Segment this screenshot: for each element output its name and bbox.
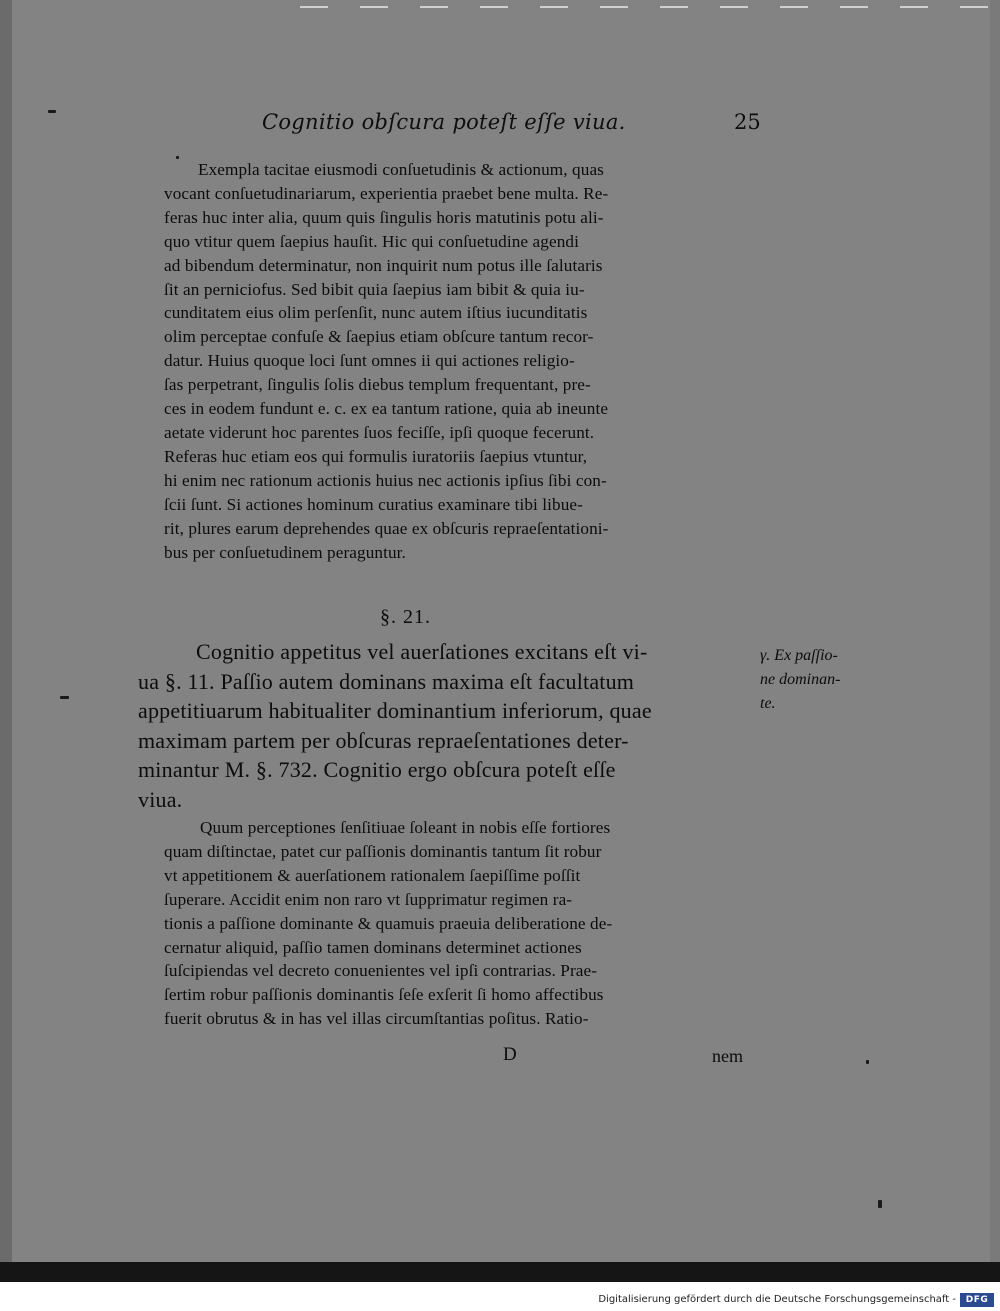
text-line: Referas huc etiam eos qui formulis iuratoriis ſaepius vtuntur, [164, 446, 588, 466]
text-line: ſas perpetrant, ſingulis ſolis diebus templum frequentant, pre- [164, 375, 591, 395]
text-line: minantur M. §. 732. Cognitio ergo obſcura poteſt eſſe [138, 757, 616, 782]
text-line: ces in eodem fundunt e. c. ex ea tantum ratione, quia ab ineunte [164, 399, 609, 419]
text-line: olim perceptae confuſe & ſaepius etiam obſcure tantum recor- [164, 327, 594, 347]
page-edge-right [990, 0, 1000, 1282]
text-line: ua §. 11. Paſſio autem dominans maxima eſt facultatum [138, 668, 635, 694]
section-21-text [138, 637, 758, 814]
paragraph-2 [164, 816, 764, 1031]
margin-note-line: ne dominan- [760, 671, 841, 688]
text-line: ſuperare. Accidit enim non raro vt ſupprimatur regimen ra- [164, 889, 573, 909]
top-edge-dashes [300, 6, 990, 8]
text-line: ſit an perniciofus. Sed bibit quia ſaepius iam bibit & quia iu- [164, 279, 585, 299]
margin-note-line: γ. Ex paſſio- [760, 647, 838, 664]
running-head: Cognitio obſcura poteſt eſſe viua. [262, 110, 626, 134]
scan-speck [878, 1200, 882, 1208]
footer-bar [0, 1290, 1000, 1311]
text-line: quam diſtinctae, patet cur paſſionis dominantis tantum ſit robur [164, 841, 602, 861]
page-number: 25 [734, 110, 761, 134]
text-line: ad bibendum determinatur, non inquirit num potus ille ſalutaris [164, 255, 603, 275]
text-line: vocant conſuetudinariarum, experientia praebet bene multa. Re- [164, 183, 609, 203]
text-line: Exempla tacitae eiusmodi conſuetudinis & actionum, quas [198, 160, 604, 179]
text-line: datur. Huius quoque loci ſunt omnes ii qui actiones religio- [164, 351, 575, 371]
text-line: hi enim nec rationum actionis huius nec actionis ipſius ſibi con- [164, 470, 607, 490]
text-line: viua. [138, 786, 183, 812]
text-line: Cognitio appetitus vel auerſationes excitans eſt vi- [196, 639, 648, 664]
page-edge-left [0, 0, 12, 1282]
text-line: ſcii ſunt. Si actiones hominum curatius examinare tibi libue- [164, 494, 583, 514]
text-line: maximam partem per obſcuras repraeſentationes deter- [138, 727, 629, 753]
text-line: quo vtitur quem ſaepius hauſit. Hic qui conſuetudine agendi [164, 231, 579, 251]
text-line: cunditatem eius olim perſenſit, nunc autem iſtius iucunditatis [164, 303, 588, 323]
dfg-logo: DFG [960, 1293, 994, 1307]
footer-credit: Digitalisierung gefördert durch die Deutsche Forschungsgemeinschaft - [598, 1294, 956, 1305]
scan-speck [866, 1060, 869, 1064]
text-line: appetitiuarum habitualiter dominantium inferiorum, quae [138, 698, 652, 723]
text-line: bus per conſuetudinem peraguntur. [164, 542, 406, 562]
catchword: nem [712, 1046, 743, 1066]
page-bottom-band [0, 1262, 1000, 1282]
text-line: feras huc inter alia, quum quis ſingulis horis matutinis potu ali- [164, 207, 604, 227]
text-line: ſuſcipiendas vel decreto conuenientes vel ipſi contrarias. Prae- [164, 961, 598, 981]
margin-note [760, 644, 840, 716]
signature-mark: D [503, 1044, 517, 1065]
scan-speck [176, 156, 179, 159]
text-line: cernatur aliquid, paſſio tamen dominans determinet actiones [164, 937, 582, 957]
section-heading: §. 21. [380, 606, 431, 628]
scan-speck [48, 110, 56, 113]
text-line: vt appetitionem & auerſationem rationalem ſaepiſſime poſſit [164, 865, 581, 885]
text-line: rit, plures earum deprehendes quae ex obſcuris repraeſentationi- [164, 518, 609, 538]
paragraph-1 [164, 158, 764, 564]
text-line: tionis a paſſione dominante & quamuis praeuia deliberatione de- [164, 913, 613, 933]
text-line: ſertim robur paſſionis dominantis ſeſe exſerit ſi homo affectibus [164, 985, 604, 1005]
scan-speck [60, 696, 69, 699]
margin-note-line: te. [760, 695, 776, 712]
text-line: Quum perceptiones ſenſitiuae ſoleant in nobis eſſe fortiores [200, 818, 611, 837]
text-line: fuerit obrutus & in has vel illas circumſtantias poſitus. Ratio- [164, 1009, 589, 1029]
text-line: aetate viderunt hoc parentes ſuos feciſſe, ipſi quoque fecerunt. [164, 422, 595, 442]
